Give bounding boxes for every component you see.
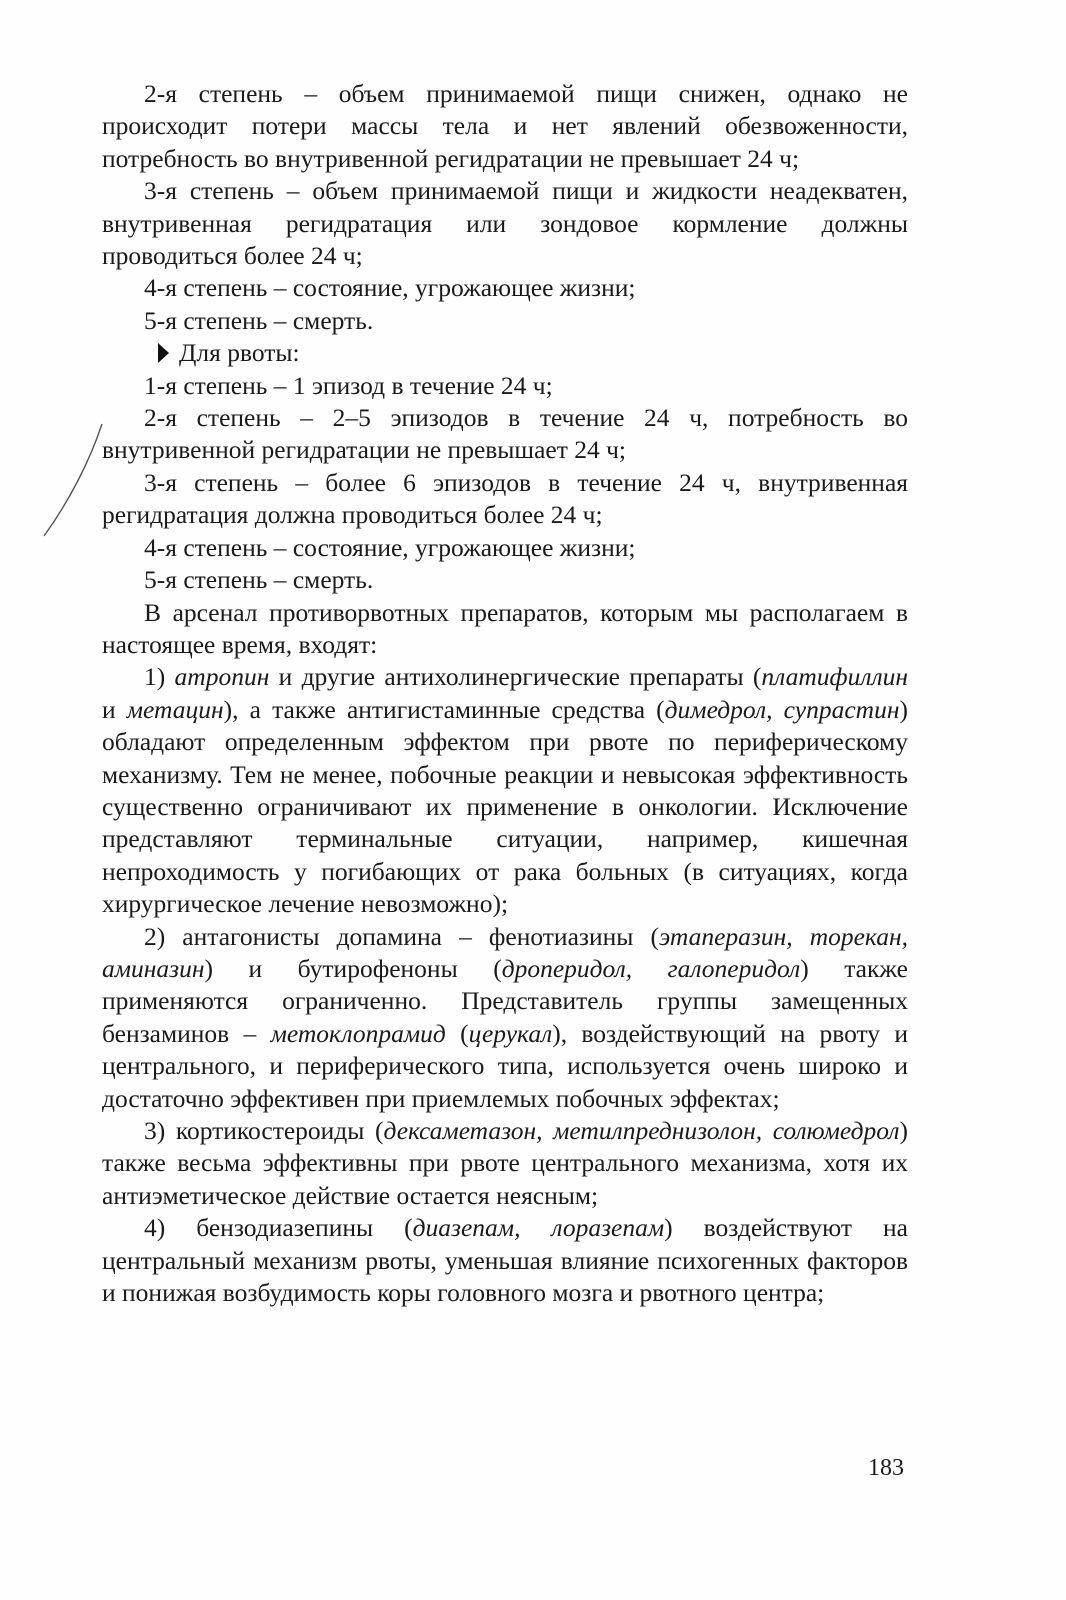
- drug-name: дексаметазон, метилпреднизолон, солюмедрол: [383, 1116, 900, 1145]
- vomit-grades: [102, 370, 908, 597]
- text-run: ) также весьма эффективны при рвоте центрального механизма, хотя их антиэметическое действие остается неясным;: [102, 1116, 908, 1210]
- text-run: ) также применяются ограниченно. Представитель группы замещенных бензаминов –: [102, 953, 908, 1048]
- text-run: 3-я степень – более 6 эпизодов в течение 24 ч, внутривенная регидратация должна проводиться более 24 ч;: [102, 467, 908, 530]
- text-run: 4) бензодиазепины (: [144, 1213, 413, 1243]
- text-run: 2-я степень – 2–5 эпизодов в течение 24 ч, потребность во внутривенной регидратации не превышает 24 ч;: [102, 403, 908, 465]
- text-run: 1): [144, 662, 175, 692]
- text-run: ) и бутирофеноны (: [204, 953, 502, 983]
- text-run: ) воздействуют на центральный механизм рвоты, уменьшая влияние психогенных факторов и понижая возбудимость коры головного мозга и рвотного центра;: [102, 1213, 908, 1308]
- page-text: [102, 78, 908, 1309]
- nausea-grades: [102, 78, 908, 337]
- page-number: 183: [868, 1455, 904, 1481]
- vomit-grade-item: [102, 467, 908, 532]
- vomit-heading: Для рвоты:: [179, 338, 300, 368]
- text-run: 2) антагонисты допамина – фенотиазины (: [144, 921, 659, 951]
- text-run: 2-я степень – объем принимаемой пищи снижен, однако не происходит потери массы тела и нет явлений обезвоженности, потребность во внутривенной регидратации не превышает 24 ч;: [102, 79, 908, 173]
- grade-paragraph: [102, 305, 908, 337]
- drug-name: атропин: [174, 662, 270, 692]
- text-run: ) обладают определенным эффектом при рвоте по периферическому механизму. Тем не менее, побочные реакции и невысокая эффективность существенно ограничивают их применение в онкологии. Исключение представляют терминальные ситуации, например, кишечная непроходимость у погибающих от рака больных (в ситуациях, когда хирургическое лечение невозможно);: [102, 694, 908, 919]
- grade-paragraph: [102, 272, 908, 304]
- grade-paragraph: [102, 78, 908, 175]
- body-paragraph: [102, 597, 908, 662]
- drug-name: метацин: [126, 694, 224, 724]
- vomit-heading-line: [102, 337, 908, 369]
- grade-paragraph: [102, 175, 908, 272]
- drug-name: диазепам, лоразепам: [412, 1213, 665, 1243]
- vomit-grade-item: [102, 532, 908, 564]
- text-run: 1-я степень – 1 эпизод в течение 24 ч;: [144, 370, 553, 400]
- antiemetic-drugs-section: [102, 597, 908, 1310]
- drug-name: метоклопрамид: [270, 1018, 446, 1048]
- drug-name: димедрол, супрастин: [664, 694, 900, 724]
- drug-name: этаперазин, торекан, аминазин: [102, 921, 908, 983]
- vomit-grade-item: [102, 402, 908, 467]
- drug-name: церукал: [468, 1018, 553, 1048]
- text-run: 4-я степень – состояние, угрожающее жизни;: [144, 532, 636, 562]
- text-run: 4-я степень – состояние, угрожающее жизни;: [144, 273, 636, 303]
- text-run: 5-я степень – смерть.: [144, 565, 374, 595]
- text-run: 3) кортикостероиды (: [144, 1116, 384, 1145]
- vomit-grade-item: [102, 370, 908, 402]
- text-run: 3-я степень – объем принимаемой пищи и жидкости неадекватен, внутривенная регидратация или зондовое кормление должны проводиться более 24 ч;: [102, 176, 908, 271]
- text-run: ), а также антигистаминные средства (: [223, 694, 665, 724]
- text-run: 5-я степень – смерть.: [144, 305, 374, 335]
- text-run: ), воздействующий на рвоту и центрального, и периферического типа, используется очень широко и достаточно эффективен при приемлемых побочных эффектах;: [102, 1018, 909, 1113]
- body-paragraph: [102, 1212, 908, 1309]
- triangle-bullet-icon: [158, 343, 169, 363]
- body-paragraph: [102, 1115, 908, 1212]
- drug-name: дроперидол, галоперидол: [501, 953, 801, 983]
- pencil-mark: [40, 420, 110, 540]
- body-paragraph: [102, 661, 908, 920]
- vomit-grade-item: [102, 564, 908, 596]
- text-run: (: [445, 1018, 469, 1048]
- text-run: и: [102, 694, 127, 724]
- text-run: В арсенал противорвотных препаратов, которым мы располагаем в настоящее время, входят:: [102, 597, 908, 659]
- text-run: и другие антихолинергические препараты (: [269, 662, 762, 692]
- body-paragraph: [102, 921, 908, 1115]
- drug-name: платифиллин: [761, 662, 908, 692]
